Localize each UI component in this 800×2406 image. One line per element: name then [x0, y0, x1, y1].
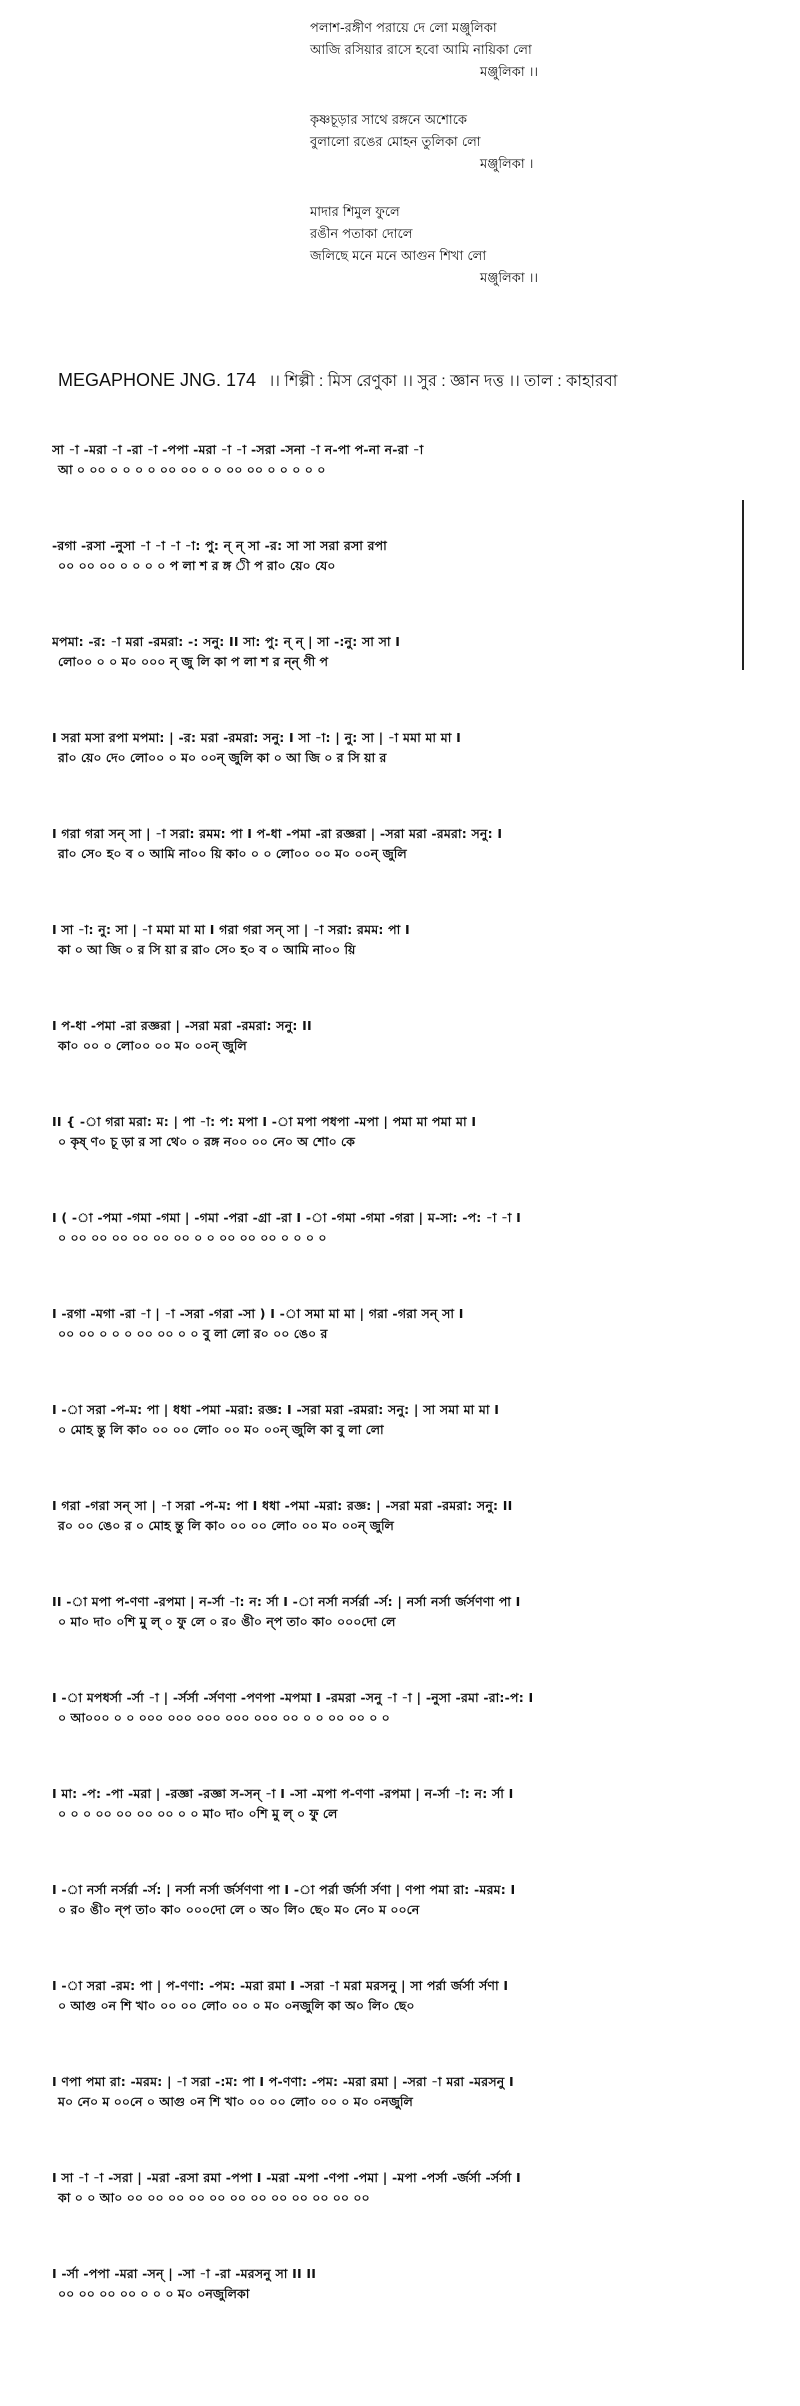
stanza-3 — [310, 202, 610, 290]
swara-line: I সা -া -া -সরা | -মরা -রসা রমা -পপা I -মরা -মপা -ণপা -পমা | -মপা -পর্সা -র্জর্সা -র্সর্সা I — [52, 2170, 521, 2185]
notation-row — [52, 2168, 792, 2264]
bani-line: ০ ০০ ০০ ০০ ০০ ০০ ০০ ০ ০ ০০ ০০ ০০ ০ ০ ০ ০ — [58, 1230, 327, 1245]
bani-line: লো০০ ০ ০ ম০ ০০০ ন্ জু লি কা প লা শ র ন্ন্ গী প — [58, 654, 329, 669]
notation-row — [52, 1208, 792, 1304]
swara-line: I প-ধা -পমা -রা রজ্ঞরা | -সরা মরা -রমরা: সনু: II — [52, 1018, 312, 1033]
swara-line: II { -া গরা মরা: ম: | পা -া: প: মপা I -া মপা পধপা -মপা | পমা মা পমা মা I — [52, 1114, 477, 1129]
record-details: ।। শিল্পী : মিস রেণুকা ।। সুর : জ্ঞান দত্ত ।। তাল : কাহারবা — [268, 373, 618, 390]
lyric-line: কৃষ্ণচূড়ার সাথে রঙ্গনে অশোকে — [310, 113, 468, 128]
swara-line: I -রগা -মগা -রা -া | -া -সরা -গরা -সা ) I -া সমা মা মা | গরা -গরা সন্ সা I — [52, 1306, 464, 1321]
notation-row — [52, 440, 792, 536]
notation-row — [52, 1400, 792, 1496]
swara-line: I গরা গরা সন্ সা | -া সরা: রমম: পা I প-ধা -পমা -রা রজ্ঞরা | -সরা মরা -রমরা: সনু: I — [52, 826, 503, 841]
bani-line: ০ মা০ দা০ ০শি মু ল্ ০ ফু লে ০ র০ ঙী০ ন্প তা০ কা০ ০০০দো লে — [58, 1614, 396, 1629]
notation-row — [52, 1496, 792, 1592]
bani-line: ০০ ০০ ০০ ০ ০ ০ ০ প লা শ র ঙ্গ ী প রা০ য়ে০ যে০ — [58, 558, 336, 573]
bani-line: ০ আ০০০ ০ ০ ০০০ ০০০ ০০০ ০০০ ০০০ ০০ ০ ০ ০০ ০০ ০ ০ — [58, 1710, 390, 1725]
notation-row — [52, 824, 792, 920]
notation-row — [52, 728, 792, 824]
notation-row — [52, 1304, 792, 1400]
notation-row — [52, 1976, 792, 2072]
notation-row — [52, 1016, 792, 1112]
swara-line: I ( -া -পমা -গমা -গমা | -গমা -পরা -গ্রা -রা I -া -গমা -গমা -গরা | ম-সা: -প: -া -া I — [52, 1210, 521, 1225]
bani-line: র০ ০০ ঙে০ র ০ মোহ ন্তু লি কা০ ০০ ০০ লো০ ০০ ম০ ০০ন্ জুলি — [58, 1518, 394, 1533]
record-header — [58, 368, 778, 395]
swara-line: I গরা -গরা সন্ সা | -া সরা -প-ম: পা I ধধা -পমা -মরা: রজ্ঞ: | -সরা মরা -রমরা: সনু: II — [52, 1498, 513, 1513]
lyric-line: রঙীন পতাকা দোলে — [310, 227, 413, 242]
notation-row — [52, 920, 792, 1016]
swara-line: I -া সরা -রম: পা | প-ণণা: -পম: -মরা রমা I -সরা -া মরা মরসনু | সা পর্রা র্জর্সা র্সণা I — [52, 1978, 509, 1993]
bani-line: রা০ য়ে০ দে০ লো০০ ০ ম০ ০০ন্ জুলি কা ০ আ জি ০ র সি য়া র — [58, 750, 387, 765]
lyric-line: বুলালো রঙের মোহন তুলিকা লো — [310, 135, 481, 150]
swara-line: I মা: -প: -পা -মরা | -রজ্ঞা -রজ্ঞা স-সন্ -া I -সা -মপা প-ণণা -রপমা | ন-র্সা -া: ন: র্সা I — [52, 1786, 514, 1801]
swara-line: I -র্সা -পপা -মরা -সন্ | -সা -া -রা -মরসনু সা II II — [52, 2266, 317, 2281]
lyric-line: জলিছে মনে মনে আগুন শিখা লো — [310, 249, 487, 264]
bani-line: ম০ নে০ ম ০০নে ০ আগু ০ন শি খা০ ০০ ০০ লো০ ০০ ০ ম০ ০নজুলি — [58, 2094, 413, 2109]
notation-rows — [52, 440, 792, 2360]
bani-line: কা ০ আ জি ০ র সি য়া র রা০ সে০ হ০ ব ০ আমি না০০ য়ি — [58, 942, 356, 957]
bani-line: ০০ ০০ ০০ ০০ ০ ০ ০ ম০ ০নজুলিকা — [58, 2286, 250, 2301]
swara-line: I সরা মসা রপা মপমা: | -র: মরা -রমরা: সনু: I সা -া: | নু: সা | -া মমা মা মা I — [52, 730, 461, 745]
bani-line: রা০ সে০ হ০ ব ০ আমি না০০ য়ি কা০ ০ ০ লো০০ ০০ ম০ ০০ন্ জুলি — [58, 846, 407, 861]
bani-line: ০ আগু ০ন শি খা০ ০০ ০০ লো০ ০০ ০ ম০ ০নজুলি কা অ০ লি০ ছে০ — [58, 1998, 415, 2013]
bani-line: কা ০ ০ আ০ ০০ ০০ ০০ ০০ ০০ ০০ ০০ ০০ ০০ ০০ ০০ ০০ — [58, 2190, 370, 2205]
stanza-1 — [310, 18, 610, 84]
lyric-line: আজি রসিয়ার রাসে হবো আমি নায়িকা লো — [310, 43, 532, 58]
notation-row — [52, 536, 792, 632]
bani-line: ০ কৃষ্ ণ০ চূ ড়া র সা থে০ ০ রঙ্গ ন০০ ০০ নে০ অ শো০ কে — [58, 1134, 355, 1149]
swara-line: I সা -া: নু: সা | -া মমা মা মা I গরা গরা সন্ সা | -া সরা: রমম: পা I — [52, 922, 410, 937]
lyric-line-refrain: মঞ্জুলিকা ।। — [480, 65, 539, 80]
stanza-2 — [310, 110, 610, 176]
bani-line: ০ ০ ০ ০০ ০০ ০০ ০০ ০ ০ মা০ দা০ ০শি মু ল্ ০ ফু লে — [58, 1806, 338, 1821]
swara-line: I -া মপধর্সা -র্সা -া | -র্সর্সা -র্সণণা -পণপা -মপমা I -রমরা -সনু -া -া | -নুসা -রমা -রা:-প: I — [52, 1690, 534, 1705]
notation-row — [52, 1880, 792, 1976]
lyric-line: মাদার শিমুল ফুলে — [310, 205, 400, 220]
lyrics-block — [310, 18, 610, 316]
swara-line: I ণপা পমা রা: -মরম: | -া সরা -:ম: পা I প-ণণা: -পম: -মরা রমা | -সরা -া মরা -মরসনু I — [52, 2074, 514, 2089]
swara-line: I -া সরা -প-ম: পা | ধধা -পমা -মরা: রজ্ঞ: I -সরা মরা -রমরা: সনু: | সা সমা মা মা I — [52, 1402, 500, 1417]
bani-line: ০০ ০০ ০ ০ ০ ০০ ০০ ০ ০ বু লা লো র০ ০০ ঙে০ র — [58, 1326, 328, 1341]
bani-line: আ ০ ০০ ০ ০ ০ ০ ০০ ০০ ০ ০ ০০ ০০ ০ ০ ০ ০ ০ — [58, 462, 326, 477]
notation-row — [52, 1784, 792, 1880]
lyric-line-refrain: মঞ্জুলিকা । — [480, 157, 534, 172]
notation-row — [52, 1112, 792, 1208]
notation-row — [52, 2264, 792, 2360]
swara-line: I -া নর্সা নর্সর্রা -র্স: | নর্সা নর্সা র্জর্সণণা পা I -া পর্রা র্জর্সা র্সণা | ণপা পমা রা: -মরম: I — [52, 1882, 516, 1897]
swara-line: II -া মপা প-ণণা -রপমা | ন-র্সা -া: ন: র্সা I -া নর্সা নর্সর্রা -র্স: | নর্সা নর্সা র্জর্সণণা পা I — [52, 1594, 521, 1609]
bani-line: ০ র০ ঙী০ ন্প তা০ কা০ ০০০দো লে ০ অ০ লি০ ছে০ ম০ নে০ ম ০০নে — [58, 1902, 420, 1917]
notation-row — [52, 632, 792, 728]
notation-row — [52, 1592, 792, 1688]
notation-row — [52, 1688, 792, 1784]
bani-line: ০ মোহ ন্তু লি কা০ ০০ ০০ লো০ ০০ ম০ ০০ন্ জুলি কা বু লা লো — [58, 1422, 384, 1437]
record-code: MEGAPHONE JNG. 174 — [58, 370, 257, 390]
notation-row — [52, 2072, 792, 2168]
lyric-line: পলাশ-রঙ্গীণ পরায়ে দে লো মঞ্জুলিকা — [310, 21, 497, 36]
swara-line: -রগা -রসা -নুসা -া -া -া -া: পু: ন্ ন্ সা -র: সা সা সরা রসা রপা — [52, 538, 387, 553]
swara-line: মপমা: -র: -া মরা -রমরা: -: সনু: II সা: পু: ন্ ন্ | সা -:নু: সা সা I — [52, 634, 401, 649]
lyric-line-refrain: মঞ্জুলিকা ।। — [480, 271, 539, 286]
swara-line: সা -া -মরা -া -রা -া -পপা -মরা -া -া -সরা -সনা -া ন-পা প-না ন-রা -া — [52, 442, 424, 457]
bani-line: কা০ ০০ ০ লো০০ ০০ ম০ ০০ন্ জুলি — [58, 1038, 247, 1053]
